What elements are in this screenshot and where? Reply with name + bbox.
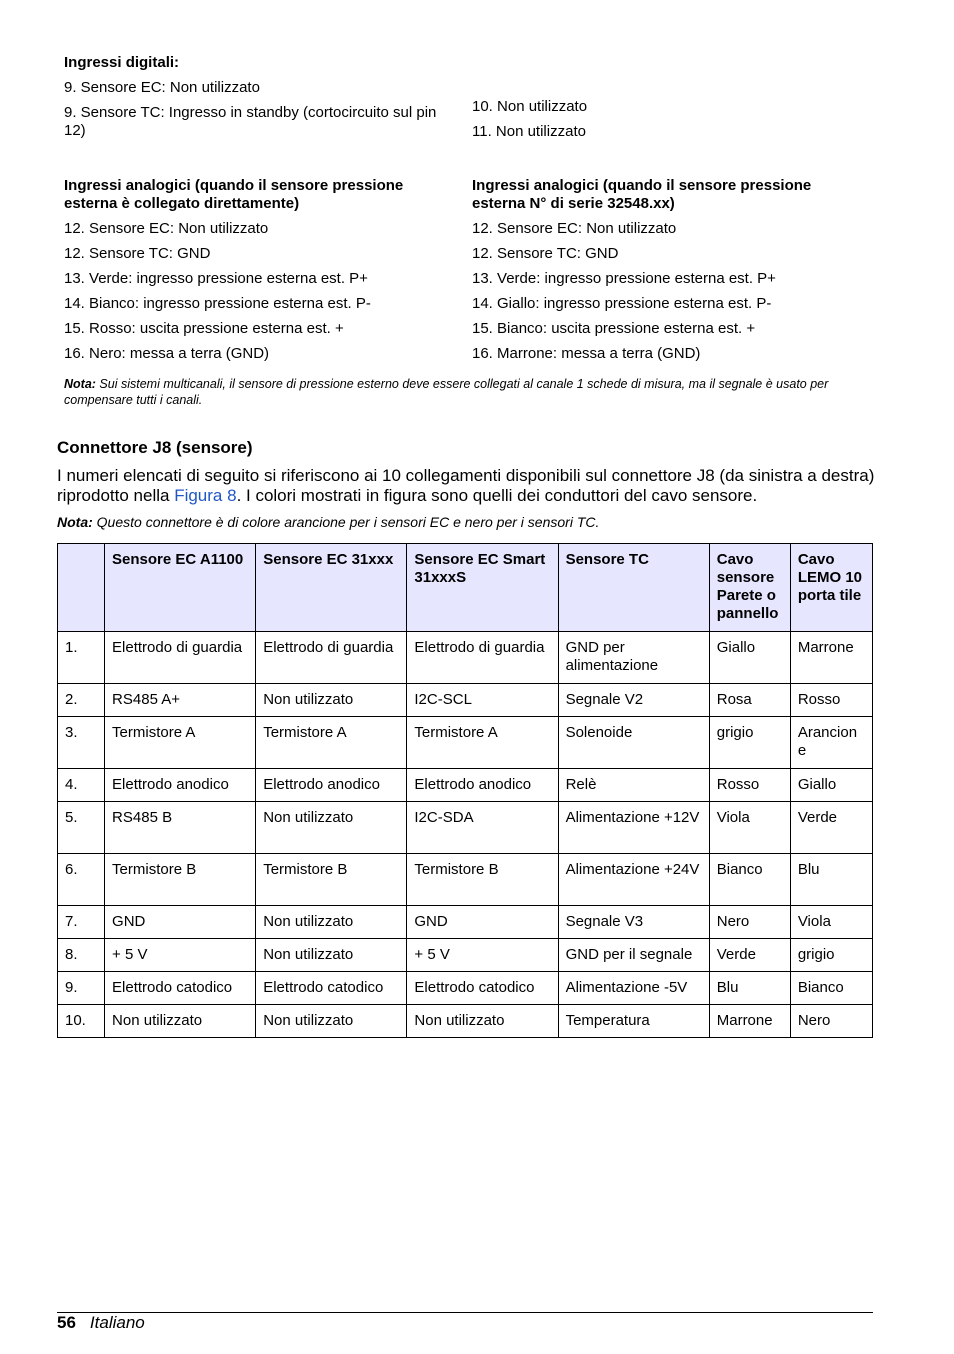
connector-note (57, 514, 877, 531)
table-cell: Bianco (790, 972, 872, 1005)
analog-left-heading: Ingressi analogici (quando il sensore pressione esterna è collegato direttamente) (64, 177, 404, 212)
table-cell: GND per il segnale (558, 939, 709, 972)
table-cell: Elettrodo catodico (256, 972, 407, 1005)
footer-rule (57, 1312, 873, 1313)
table-cell: GND (407, 906, 558, 939)
table-cell: Nero (790, 1005, 872, 1038)
note-text: Questo connettore è di colore arancione per i sensori EC e nero per i sensori TC. (92, 514, 600, 530)
analog-right-item: 12. Sensore EC: Non utilizzato (472, 220, 677, 237)
table-row (58, 802, 873, 854)
pin-number-cell: 1. (58, 632, 105, 684)
table-cell: Arancion e (790, 717, 872, 769)
table-row (58, 684, 873, 717)
analog-left-item: 12. Sensore EC: Non utilizzato (64, 220, 269, 237)
table-cell: Relè (558, 769, 709, 802)
table-cell: Alimentazione +24V (558, 854, 709, 906)
table-cell: Elettrodo anodico (105, 769, 256, 802)
table-cell: Verde (709, 939, 790, 972)
table-cell: Non utilizzato (256, 939, 407, 972)
table-cell: Termistore B (256, 854, 407, 906)
pin-number-cell: 4. (58, 769, 105, 802)
table-row (58, 1005, 873, 1038)
analog-left-item: 14. Bianco: ingresso pressione esterna est. P- (64, 295, 371, 312)
table-cell: Marrone (790, 632, 872, 684)
table-cell: Non utilizzato (256, 684, 407, 717)
footer-language: Italiano (89, 1313, 145, 1332)
table-row (58, 854, 873, 906)
table-cell: Termistore B (105, 854, 256, 906)
table-cell: RS485 B (105, 802, 256, 854)
table-header-cell: Sensore EC A1100 (105, 544, 256, 632)
table-header-cell: Sensore EC Smart 31xxxS (407, 544, 558, 632)
digital-left-item: 9. Sensore TC: Ingresso in standby (cortocircuito sul pin 12) (64, 104, 437, 139)
table-cell: Elettrodo di guardia (256, 632, 407, 684)
table-cell: Elettrodo catodico (407, 972, 558, 1005)
pin-number-cell: 9. (58, 972, 105, 1005)
table-cell: Marrone (709, 1005, 790, 1038)
pin-number-cell: 10. (58, 1005, 105, 1038)
digital-inputs-heading: Ingressi digitali: (64, 54, 180, 71)
section-paragraph (57, 466, 887, 506)
pin-number-cell: 2. (58, 684, 105, 717)
pin-number-cell: 7. (58, 906, 105, 939)
note-text: Sui sistemi multicanali, il sensore di pressione esterno deve essere collegati al canale 1 schede di misura, ma il segnale è usato per compensare tutti i canali. (64, 377, 829, 407)
analog-right-item: 14. Giallo: ingresso pressione esterna est. P- (472, 295, 772, 312)
note-label: Nota: (64, 377, 96, 391)
table-cell: Non utilizzato (256, 906, 407, 939)
table-cell: + 5 V (105, 939, 256, 972)
analog-right-item: 16. Marrone: messa a terra (GND) (472, 345, 701, 362)
table-header-cell: Cavo LEMO 10 porta tile (790, 544, 872, 632)
table-cell: Giallo (709, 632, 790, 684)
table-cell: Non utilizzato (407, 1005, 558, 1038)
analog-right-item: 15. Bianco: uscita pressione esterna est. + (472, 320, 756, 337)
note-label: Nota: (57, 514, 93, 530)
table-cell: Termistore A (407, 717, 558, 769)
table-cell: grigio (790, 939, 872, 972)
table-cell: Viola (709, 802, 790, 854)
pin-number-cell: 6. (58, 854, 105, 906)
table-header-cell: Cavo sensore Parete o pannello (709, 544, 790, 632)
page-number: 56 (57, 1313, 76, 1332)
analog-left-item: 13. Verde: ingresso pressione esterna est. P+ (64, 270, 368, 287)
table-cell: Blu (790, 854, 872, 906)
pin-number-cell: 8. (58, 939, 105, 972)
connector-pin-table (57, 543, 873, 1038)
table-cell: Non utilizzato (256, 802, 407, 854)
multichannel-note (64, 376, 864, 408)
analog-left-item: 15. Rosso: uscita pressione esterna est. + (64, 320, 344, 337)
table-cell: Termistore A (105, 717, 256, 769)
table-cell: + 5 V (407, 939, 558, 972)
table-cell: Elettrodo anodico (256, 769, 407, 802)
table-cell: Nero (709, 906, 790, 939)
table-cell: Non utilizzato (256, 1005, 407, 1038)
pin-number-cell: 5. (58, 802, 105, 854)
table-cell: Rosa (709, 684, 790, 717)
table-row (58, 717, 873, 769)
table-header-cell: Sensore EC 31xxx (256, 544, 407, 632)
paragraph-text: . I colori mostrati in figura sono quelli dei conduttori del cavo sensore. (236, 486, 758, 505)
analog-right-item: 12. Sensore TC: GND (472, 245, 619, 262)
table-cell: Non utilizzato (105, 1005, 256, 1038)
table-cell: Elettrodo di guardia (105, 632, 256, 684)
table-cell: Elettrodo catodico (105, 972, 256, 1005)
figure-link[interactable]: Figura 8 (174, 486, 237, 505)
table-cell: Elettrodo anodico (407, 769, 558, 802)
table-cell: Termistore B (407, 854, 558, 906)
table-cell: Blu (709, 972, 790, 1005)
table-cell: Segnale V2 (558, 684, 709, 717)
table-cell: Rosso (790, 684, 872, 717)
pin-number-cell: 3. (58, 717, 105, 769)
table-cell: grigio (709, 717, 790, 769)
analog-right-heading: Ingressi analogici (quando il sensore pressione esterna N° di serie 32548.xx) (472, 177, 812, 212)
table-cell: Termistore A (256, 717, 407, 769)
table-row (58, 906, 873, 939)
table-cell: GND (105, 906, 256, 939)
table-cell: Giallo (790, 769, 872, 802)
table-cell: Segnale V3 (558, 906, 709, 939)
table-cell: Temperatura (558, 1005, 709, 1038)
analog-left-item: 16. Nero: messa a terra (GND) (64, 345, 270, 362)
table-header-cell: Sensore TC (558, 544, 709, 632)
table-header-cell (58, 544, 105, 632)
table-cell: I2C-SCL (407, 684, 558, 717)
table-cell: Solenoide (558, 717, 709, 769)
analog-right-item: 13. Verde: ingresso pressione esterna est. P+ (472, 270, 776, 287)
table-cell: Viola (790, 906, 872, 939)
table-row (58, 972, 873, 1005)
digital-right-item: 10. Non utilizzato (472, 98, 588, 115)
table-row (58, 632, 873, 684)
table-cell: Alimentazione +12V (558, 802, 709, 854)
table-cell: Verde (790, 802, 872, 854)
table-cell: GND per alimentazione (558, 632, 709, 684)
analog-left-item: 12. Sensore TC: GND (64, 245, 211, 262)
paragraph-text: I numeri elencati di seguito si riferiscono ai 10 collegamenti disponibili sul connettore J8 (da sinistra a destra) riprodotto nella (57, 466, 875, 505)
table-row (58, 939, 873, 972)
table-cell: I2C-SDA (407, 802, 558, 854)
table-cell: Elettrodo di guardia (407, 632, 558, 684)
digital-left-item: 9. Sensore EC: Non utilizzato (64, 79, 260, 96)
table-cell: Rosso (709, 769, 790, 802)
page-footer (57, 1313, 145, 1333)
table-cell: RS485 A+ (105, 684, 256, 717)
table-row (58, 769, 873, 802)
table-header-row (58, 544, 873, 632)
table-cell: Bianco (709, 854, 790, 906)
digital-right-item: 11. Non utilizzato (472, 123, 586, 140)
section-title: Connettore J8 (sensore) (57, 438, 253, 457)
table-cell: Alimentazione -5V (558, 972, 709, 1005)
